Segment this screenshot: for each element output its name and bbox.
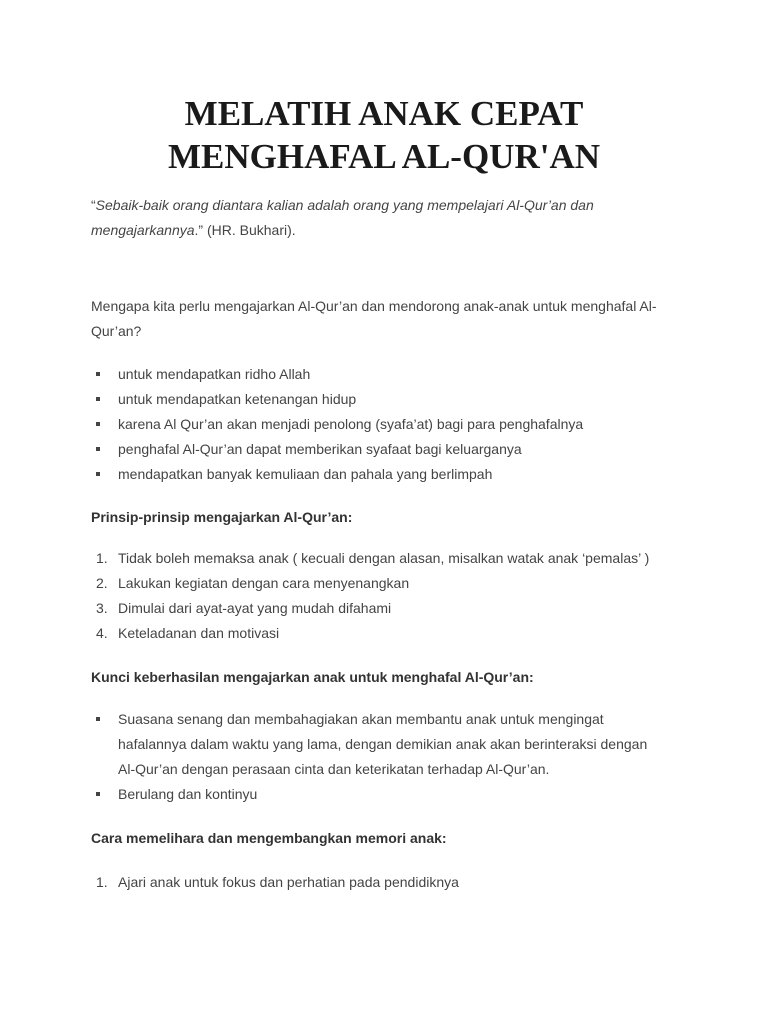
list-number: 2. (96, 575, 108, 591)
list-number: 1. (96, 550, 108, 566)
list-item-text: untuk mendapatkan ridho Allah (118, 366, 311, 382)
list-item (91, 412, 691, 437)
list-item (91, 546, 711, 571)
memory-heading: Cara memelihara dan mengembangkan memori anak: (91, 830, 447, 846)
reasons-list (91, 362, 691, 487)
bullet-icon (96, 447, 100, 451)
list-item-text: Ajari anak untuk fokus dan perhatian pada pendidiknya (118, 874, 459, 890)
bullet-icon (96, 717, 100, 721)
list-item (91, 621, 711, 646)
intro-line-2: Qur’an? (91, 323, 142, 339)
list-item-text: hafalannya dalam waktu yang lama, dengan demikian anak akan berinteraksi dengan (118, 736, 648, 752)
list-item (91, 437, 691, 462)
list-item (91, 870, 711, 895)
list-item-text: karena Al Qur’an akan menjadi penolong (syafa’at) bagi para penghafalnya (118, 416, 584, 432)
list-item (91, 707, 691, 782)
list-item (91, 571, 711, 596)
list-item-text: Tidak boleh memaksa anak ( kecuali dengan alasan, misalkan watak anak ‘pemalas’ ) (118, 550, 650, 566)
list-item-text: penghafal Al-Qur’an dapat memberikan syafaat bagi keluarganya (118, 441, 522, 457)
list-item-text: Al-Qur’an dengan perasaan cinta dan keterikatan terhadap Al-Qur’an. (118, 761, 550, 777)
bullet-icon (96, 472, 100, 476)
list-number: 3. (96, 600, 108, 616)
list-item-text: untuk mendapatkan ketenangan hidup (118, 391, 357, 407)
list-number: 4. (96, 625, 108, 641)
title-line-1: MELATIH ANAK CEPAT (184, 94, 584, 133)
list-item-text: Suasana senang dan membahagiakan akan membantu anak untuk mengingat (118, 711, 604, 727)
document-title (0, 92, 768, 178)
bullet-icon (96, 422, 100, 426)
list-number: 1. (96, 874, 108, 890)
hadith-quote (91, 193, 691, 243)
intro-question (91, 294, 691, 344)
principles-heading: Prinsip-prinsip mengajarkan Al-Qur’an: (91, 509, 353, 525)
quote-text-line-2: mengajarkannya (91, 222, 195, 238)
list-item-text: Lakukan kegiatan dengan cara menyenangkan (118, 575, 410, 591)
list-item-text: mendapatkan banyak kemuliaan dan pahala yang berlimpah (118, 466, 493, 482)
list-item-text: Berulang dan kontinyu (118, 786, 258, 802)
list-item (91, 782, 691, 807)
bullet-icon (96, 372, 100, 376)
list-item (91, 462, 691, 487)
bullet-icon (96, 397, 100, 401)
list-item-text: Dimulai dari ayat-ayat yang mudah difahami (118, 600, 392, 616)
intro-line-1: Mengapa kita perlu mengajarkan Al-Qur’an dan mendorong anak-anak untuk menghafal Al- (91, 298, 657, 314)
title-line-2: MENGHAFAL AL-QUR'AN (168, 137, 600, 176)
quote-source: (HR. Bukhari). (206, 222, 296, 238)
keys-list (91, 707, 691, 807)
quote-open-mark: “ (91, 197, 96, 213)
list-item (91, 596, 711, 621)
quote-text-line-1: Sebaik-baik orang diantara kalian adalah orang yang mempelajari Al-Qur’an dan (95, 197, 594, 213)
principles-list (91, 546, 711, 646)
list-item-text: Keteladanan dan motivasi (118, 625, 280, 641)
bullet-icon (96, 792, 100, 796)
quote-close-mark: .” (194, 222, 207, 238)
list-item (91, 362, 691, 387)
keys-heading: Kunci keberhasilan mengajarkan anak untuk menghafal Al-Qur’an: (91, 669, 534, 685)
memory-list (91, 870, 711, 895)
list-item (91, 387, 691, 412)
